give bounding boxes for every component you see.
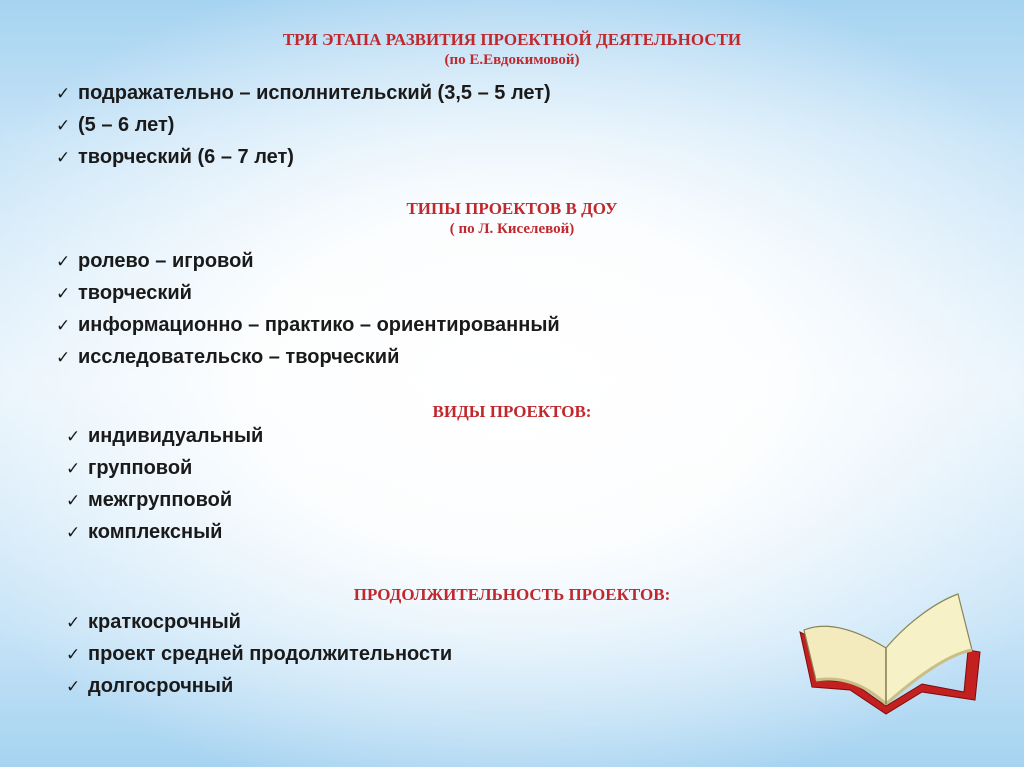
check-icon: ✓ bbox=[56, 148, 71, 168]
check-icon: ✓ bbox=[66, 613, 81, 633]
list-item: ✓ комплексный bbox=[66, 517, 263, 549]
list-item: ✓ (5 – 6 лет) bbox=[56, 110, 551, 142]
check-icon: ✓ bbox=[66, 677, 81, 697]
check-icon: ✓ bbox=[56, 284, 71, 304]
open-book-icon bbox=[790, 592, 985, 717]
section-2-subtitle: ( по Л. Киселевой) bbox=[449, 221, 575, 237]
list-item: ✓ групповой bbox=[66, 453, 263, 485]
check-icon: ✓ bbox=[66, 523, 81, 543]
list-item: ✓ индивидуальный bbox=[66, 421, 263, 453]
section-2-list bbox=[56, 246, 560, 374]
section-1-heading bbox=[0, 30, 1024, 70]
section-3-heading bbox=[0, 402, 1024, 422]
list-item: ✓ проект средней продолжительности bbox=[66, 639, 452, 671]
section-4-title: ПРОДОЛЖИТЕЛЬНОСТЬ ПРОЕКТОВ: bbox=[353, 585, 671, 604]
list-item: ✓ исследовательско – творческий bbox=[56, 342, 560, 374]
list-item: ✓ краткосрочный bbox=[66, 607, 452, 639]
list-item: ✓ творческий bbox=[56, 278, 560, 310]
section-3-list bbox=[66, 421, 263, 549]
check-icon: ✓ bbox=[66, 427, 81, 447]
section-4-list bbox=[66, 607, 452, 703]
check-icon: ✓ bbox=[66, 491, 81, 511]
check-icon: ✓ bbox=[56, 84, 71, 104]
section-3-title: ВИДЫ ПРОЕКТОВ: bbox=[432, 402, 592, 421]
check-icon: ✓ bbox=[66, 645, 81, 665]
check-icon: ✓ bbox=[56, 348, 71, 368]
section-2-title: ТИПЫ ПРОЕКТОВ В ДОУ bbox=[406, 199, 618, 218]
section-2-heading bbox=[0, 199, 1024, 239]
section-1-subtitle: (по Е.Евдокимовой) bbox=[444, 52, 580, 68]
list-item: ✓ творческий (6 – 7 лет) bbox=[56, 142, 551, 174]
list-item: ✓ долгосрочный bbox=[66, 671, 452, 703]
list-item: ✓ межгрупповой bbox=[66, 485, 263, 517]
check-icon: ✓ bbox=[56, 316, 71, 336]
section-1-list bbox=[56, 78, 551, 174]
list-item: ✓ информационно – практико – ориентированный bbox=[56, 310, 560, 342]
list-item: ✓ ролево – игровой bbox=[56, 246, 560, 278]
check-icon: ✓ bbox=[56, 252, 71, 272]
section-1-title: ТРИ ЭТАПА РАЗВИТИЯ ПРОЕКТНОЙ ДЕЯТЕЛЬНОСТИ bbox=[282, 30, 742, 49]
list-item: ✓ подражательно – исполнительский (3,5 – 5 лет) bbox=[56, 78, 551, 110]
check-icon: ✓ bbox=[66, 459, 81, 479]
check-icon: ✓ bbox=[56, 116, 71, 136]
